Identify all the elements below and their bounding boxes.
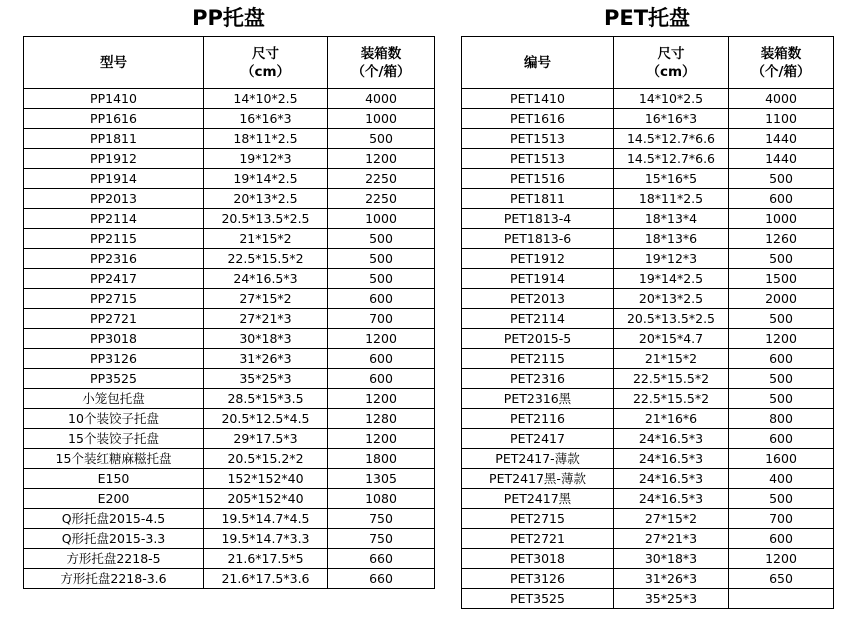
pp-size-cell: 21.6*17.5*3.6	[204, 569, 328, 589]
pp-tray-table	[23, 36, 435, 589]
pp-quantity-cell: 500	[328, 269, 435, 289]
pet-model-cell: PET1813-6	[462, 229, 614, 249]
pet-model-cell: PET2115	[462, 349, 614, 369]
pp-size-cell: 28.5*15*3.5	[204, 389, 328, 409]
pp-quantity-cell: 1200	[328, 329, 435, 349]
pet-model-cell: PET1516	[462, 169, 614, 189]
pp-table-row	[24, 269, 435, 289]
pp-model-cell: 方形托盘2218-5	[24, 549, 204, 569]
pet-model-cell: PET3126	[462, 569, 614, 589]
pp-table-row	[24, 409, 435, 429]
pet-model-cell: PET1811	[462, 189, 614, 209]
pp-table-row	[24, 429, 435, 449]
pet-quantity-cell: 1200	[729, 549, 834, 569]
pet-size-cell: 14.5*12.7*6.6	[614, 149, 729, 169]
pp-quantity-cell: 660	[328, 549, 435, 569]
pp-size-cell: 152*152*40	[204, 469, 328, 489]
pet-quantity-cell: 650	[729, 569, 834, 589]
pp-size-cell: 19*12*3	[204, 149, 328, 169]
pp-quantity-cell: 1305	[328, 469, 435, 489]
pp-table-row	[24, 489, 435, 509]
pet-quantity-cell: 1200	[729, 329, 834, 349]
pet-quantity-cell: 1440	[729, 149, 834, 169]
pet-size-cell: 19*12*3	[614, 249, 729, 269]
pet-size-cell: 22.5*15.5*2	[614, 389, 729, 409]
pp-quantity-cell: 1080	[328, 489, 435, 509]
pp-quantity-cell: 4000	[328, 89, 435, 109]
pp-model-cell: E200	[24, 489, 204, 509]
pet-tray-table	[461, 36, 834, 609]
pp-size-cell: 27*15*2	[204, 289, 328, 309]
pp-model-cell: PP3126	[24, 349, 204, 369]
pet-table-row	[462, 209, 834, 229]
pp-model-cell: 15个装红糖麻糍托盘	[24, 449, 204, 469]
pp-size-cell: 35*25*3	[204, 369, 328, 389]
pp-table-row	[24, 509, 435, 529]
pp-table-title: PP托盘	[192, 6, 265, 30]
pet-model-cell: PET2721	[462, 529, 614, 549]
pet-quantity-cell: 500	[729, 389, 834, 409]
pet-model-cell: PET2015-5	[462, 329, 614, 349]
pet-quantity-cell: 500	[729, 369, 834, 389]
pet-model-cell: PET2116	[462, 409, 614, 429]
pet-table-row	[462, 129, 834, 149]
pet-size-cell: 31*26*3	[614, 569, 729, 589]
pet-size-cell: 20*13*2.5	[614, 289, 729, 309]
pp-size-cell: 14*10*2.5	[204, 89, 328, 109]
pp-size-cell: 18*11*2.5	[204, 129, 328, 149]
pp-table-body	[24, 89, 435, 589]
pet-model-cell: PET1616	[462, 109, 614, 129]
pp-table-row	[24, 449, 435, 469]
pp-quantity-cell: 500	[328, 229, 435, 249]
pp-quantity-cell: 600	[328, 349, 435, 369]
pet-table-row	[462, 489, 834, 509]
pet-quantity-cell: 400	[729, 469, 834, 489]
pp-model-cell: E150	[24, 469, 204, 489]
pp-quantity-cell: 600	[328, 289, 435, 309]
pet-table-row	[462, 369, 834, 389]
pp-size-cell: 30*18*3	[204, 329, 328, 349]
pet-size-cell: 30*18*3	[614, 549, 729, 569]
pp-table-row	[24, 129, 435, 149]
pet-quantity-cell	[729, 589, 834, 609]
pp-size-cell: 24*16.5*3	[204, 269, 328, 289]
pp-model-cell: Q形托盘2015-3.3	[24, 529, 204, 549]
pp-table-row	[24, 349, 435, 369]
pp-model-cell: 小笼包托盘	[24, 389, 204, 409]
pet-model-cell: PET1513	[462, 129, 614, 149]
pet-table-row	[462, 409, 834, 429]
pp-quantity-cell: 750	[328, 509, 435, 529]
pp-size-cell: 20*13*2.5	[204, 189, 328, 209]
pp-table-row	[24, 189, 435, 209]
pet-table-row	[462, 109, 834, 129]
pp-table-row	[24, 329, 435, 349]
pp-model-cell: PP2114	[24, 209, 204, 229]
pp-size-cell: 19.5*14.7*3.3	[204, 529, 328, 549]
pet-model-cell: PET1912	[462, 249, 614, 269]
pp-table-row	[24, 569, 435, 589]
pp-quantity-cell: 660	[328, 569, 435, 589]
pet-size-cell: 16*16*3	[614, 109, 729, 129]
pet-model-cell: PET3018	[462, 549, 614, 569]
pet-size-cell: 21*15*2	[614, 349, 729, 369]
pet-tray-panel	[461, 0, 833, 609]
pet-quantity-cell: 1260	[729, 229, 834, 249]
pet-quantity-cell: 600	[729, 189, 834, 209]
pp-header-quantity: 装箱数 （个/箱）	[328, 37, 435, 89]
pp-quantity-cell: 700	[328, 309, 435, 329]
pp-table-row	[24, 209, 435, 229]
pet-quantity-cell: 600	[729, 349, 834, 369]
pet-size-cell: 21*16*6	[614, 409, 729, 429]
pet-quantity-cell: 500	[729, 169, 834, 189]
pet-quantity-cell: 600	[729, 429, 834, 449]
pet-model-cell: PET1914	[462, 269, 614, 289]
pp-model-cell: PP1914	[24, 169, 204, 189]
pet-table-row	[462, 429, 834, 449]
pet-size-cell: 15*16*5	[614, 169, 729, 189]
pp-quantity-cell: 1200	[328, 429, 435, 449]
pet-quantity-cell: 1500	[729, 269, 834, 289]
pp-model-cell: PP1811	[24, 129, 204, 149]
pp-table-row	[24, 249, 435, 269]
pet-size-cell: 14*10*2.5	[614, 89, 729, 109]
pp-quantity-cell: 2250	[328, 189, 435, 209]
pet-model-cell: PET2417黑	[462, 489, 614, 509]
pp-model-cell: Q形托盘2015-4.5	[24, 509, 204, 529]
pp-table-row	[24, 369, 435, 389]
pet-model-cell: PET2114	[462, 309, 614, 329]
pet-table-row	[462, 569, 834, 589]
pet-table-row	[462, 449, 834, 469]
pp-size-cell: 19*14*2.5	[204, 169, 328, 189]
pp-quantity-cell: 1200	[328, 149, 435, 169]
pet-table-title: PET托盘	[603, 6, 691, 30]
pp-table-row	[24, 149, 435, 169]
pp-model-cell: 15个装饺子托盘	[24, 429, 204, 449]
pp-size-cell: 27*21*3	[204, 309, 328, 329]
pet-size-cell: 24*16.5*3	[614, 429, 729, 449]
pp-table-row	[24, 469, 435, 489]
pet-model-cell: PET1813-4	[462, 209, 614, 229]
pp-model-cell: 方形托盘2218-3.6	[24, 569, 204, 589]
pet-table-row	[462, 389, 834, 409]
pet-table-row	[462, 189, 834, 209]
pet-table-row	[462, 249, 834, 269]
pp-size-cell: 20.5*12.5*4.5	[204, 409, 328, 429]
pet-table-row	[462, 169, 834, 189]
pp-model-cell: PP2417	[24, 269, 204, 289]
pet-model-cell: PET2715	[462, 509, 614, 529]
pp-model-cell: PP2115	[24, 229, 204, 249]
pp-quantity-cell: 1280	[328, 409, 435, 429]
pp-table-row	[24, 309, 435, 329]
pp-table-row	[24, 169, 435, 189]
pp-quantity-cell: 500	[328, 129, 435, 149]
pet-size-cell: 24*16.5*3	[614, 449, 729, 469]
pet-table-row	[462, 229, 834, 249]
pet-size-cell: 22.5*15.5*2	[614, 369, 729, 389]
pp-table-row	[24, 549, 435, 569]
pp-size-cell: 31*26*3	[204, 349, 328, 369]
pp-model-cell: PP2721	[24, 309, 204, 329]
pp-header-row	[24, 37, 435, 89]
pp-quantity-cell: 500	[328, 249, 435, 269]
pp-size-cell: 19.5*14.7*4.5	[204, 509, 328, 529]
pp-model-cell: PP2013	[24, 189, 204, 209]
pet-quantity-cell: 600	[729, 529, 834, 549]
pet-model-cell: PET2316黑	[462, 389, 614, 409]
pet-table-row	[462, 349, 834, 369]
pet-table-row	[462, 529, 834, 549]
pet-model-cell: PET2316	[462, 369, 614, 389]
pp-size-cell: 16*16*3	[204, 109, 328, 129]
pet-model-cell: PET2417	[462, 429, 614, 449]
pp-model-cell: PP3018	[24, 329, 204, 349]
pet-size-cell: 18*13*6	[614, 229, 729, 249]
pp-model-cell: PP2316	[24, 249, 204, 269]
pet-table-row	[462, 549, 834, 569]
pet-quantity-cell: 700	[729, 509, 834, 529]
pp-quantity-cell: 1800	[328, 449, 435, 469]
pp-model-cell: PP2715	[24, 289, 204, 309]
pet-size-cell: 20.5*13.5*2.5	[614, 309, 729, 329]
pet-model-cell: PET1513	[462, 149, 614, 169]
pet-quantity-cell: 500	[729, 309, 834, 329]
pp-header-size: 尺寸 （cm）	[204, 37, 328, 89]
pet-quantity-cell: 500	[729, 489, 834, 509]
pet-size-cell: 18*11*2.5	[614, 189, 729, 209]
pet-table-row	[462, 329, 834, 349]
pet-table-row	[462, 589, 834, 609]
pet-model-cell: PET2417-薄款	[462, 449, 614, 469]
pet-quantity-cell: 1440	[729, 129, 834, 149]
pp-model-cell: PP1410	[24, 89, 204, 109]
pp-table-row	[24, 389, 435, 409]
pet-model-cell: PET1410	[462, 89, 614, 109]
pet-size-cell: 19*14*2.5	[614, 269, 729, 289]
pp-table-row	[24, 89, 435, 109]
pet-header-model: 编号	[462, 37, 614, 89]
pp-quantity-cell: 1000	[328, 109, 435, 129]
pet-size-cell: 35*25*3	[614, 589, 729, 609]
pp-model-cell: PP3525	[24, 369, 204, 389]
pet-model-cell: PET3525	[462, 589, 614, 609]
pet-model-cell: PET2417黑-薄款	[462, 469, 614, 489]
pet-header-quantity: 装箱数 （个/箱）	[729, 37, 834, 89]
pet-table-row	[462, 509, 834, 529]
pet-quantity-cell: 800	[729, 409, 834, 429]
pp-quantity-cell: 1000	[328, 209, 435, 229]
pet-header-row	[462, 37, 834, 89]
pet-header-size: 尺寸 （cm）	[614, 37, 729, 89]
pet-model-cell: PET2013	[462, 289, 614, 309]
pet-quantity-cell: 1100	[729, 109, 834, 129]
pp-size-cell: 21.6*17.5*5	[204, 549, 328, 569]
pet-size-cell: 27*15*2	[614, 509, 729, 529]
pp-size-cell: 20.5*13.5*2.5	[204, 209, 328, 229]
pp-header-model: 型号	[24, 37, 204, 89]
pet-table-row	[462, 469, 834, 489]
pp-size-cell: 21*15*2	[204, 229, 328, 249]
pp-size-cell: 20.5*15.2*2	[204, 449, 328, 469]
pet-quantity-cell: 1600	[729, 449, 834, 469]
pet-size-cell: 27*21*3	[614, 529, 729, 549]
pet-size-cell: 20*15*4.7	[614, 329, 729, 349]
pp-size-cell: 29*17.5*3	[204, 429, 328, 449]
pet-quantity-cell: 1000	[729, 209, 834, 229]
pp-table-row	[24, 109, 435, 129]
pet-size-cell: 24*16.5*3	[614, 469, 729, 489]
pp-table-row	[24, 229, 435, 249]
pp-size-cell: 205*152*40	[204, 489, 328, 509]
pet-size-cell: 14.5*12.7*6.6	[614, 129, 729, 149]
pet-quantity-cell: 4000	[729, 89, 834, 109]
pp-quantity-cell: 600	[328, 369, 435, 389]
pet-table-row	[462, 89, 834, 109]
pp-quantity-cell: 2250	[328, 169, 435, 189]
pet-table-row	[462, 309, 834, 329]
pp-model-cell: PP1912	[24, 149, 204, 169]
pp-size-cell: 22.5*15.5*2	[204, 249, 328, 269]
pp-quantity-cell: 1200	[328, 389, 435, 409]
pp-quantity-cell: 750	[328, 529, 435, 549]
pet-size-cell: 18*13*4	[614, 209, 729, 229]
pet-quantity-cell: 2000	[729, 289, 834, 309]
pet-size-cell: 24*16.5*3	[614, 489, 729, 509]
pet-table-row	[462, 269, 834, 289]
pp-tray-panel	[23, 0, 434, 589]
pp-table-row	[24, 529, 435, 549]
pet-table-body	[462, 89, 834, 609]
pp-model-cell: 10个装饺子托盘	[24, 409, 204, 429]
pet-table-row	[462, 149, 834, 169]
pet-quantity-cell: 500	[729, 249, 834, 269]
pp-table-row	[24, 289, 435, 309]
pet-table-row	[462, 289, 834, 309]
pp-model-cell: PP1616	[24, 109, 204, 129]
